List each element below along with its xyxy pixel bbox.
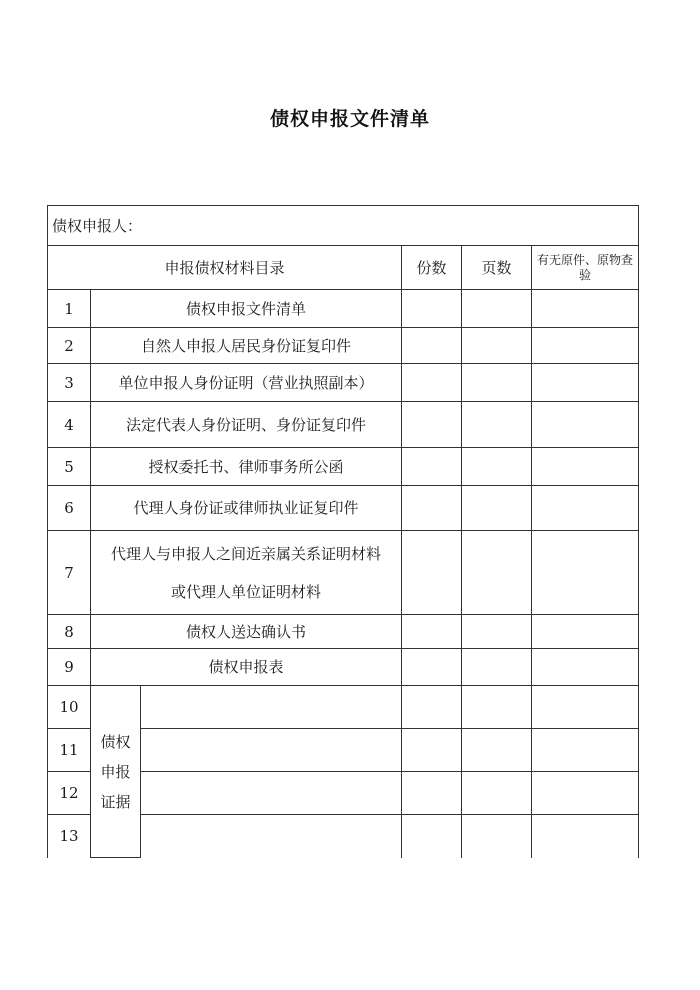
table-row bbox=[48, 290, 639, 328]
applicant-row bbox=[48, 206, 639, 246]
table-row bbox=[48, 402, 639, 448]
evidence-item-cell bbox=[141, 772, 402, 815]
row-item: 代理人身份证或律师执业证复印件 bbox=[91, 486, 402, 531]
copies-cell bbox=[402, 815, 462, 858]
copies-cell bbox=[402, 531, 462, 615]
pages-cell bbox=[462, 448, 532, 486]
original-cell bbox=[532, 729, 639, 772]
pages-cell bbox=[462, 402, 532, 448]
copies-cell bbox=[402, 328, 462, 364]
pages-cell bbox=[462, 531, 532, 615]
copies-cell bbox=[402, 686, 462, 729]
original-cell bbox=[532, 448, 639, 486]
copies-cell bbox=[402, 364, 462, 402]
evidence-item-cell bbox=[141, 729, 402, 772]
row-item: 债权人送达确认书 bbox=[91, 615, 402, 649]
row-number: 10 bbox=[48, 686, 91, 729]
header-pages: 页数 bbox=[462, 246, 532, 290]
original-cell bbox=[532, 649, 639, 686]
copies-cell bbox=[402, 772, 462, 815]
row-item: 法定代表人身份证明、身份证复印件 bbox=[91, 402, 402, 448]
table-row bbox=[48, 448, 639, 486]
pages-cell bbox=[462, 328, 532, 364]
row-item bbox=[91, 531, 402, 615]
row-number: 11 bbox=[48, 729, 91, 772]
original-cell bbox=[532, 402, 639, 448]
evidence-label-line1: 债权 bbox=[100, 732, 131, 751]
pages-cell bbox=[462, 364, 532, 402]
evidence-item-cell bbox=[141, 686, 402, 729]
copies-cell bbox=[402, 486, 462, 531]
copies-cell bbox=[402, 448, 462, 486]
pages-cell bbox=[462, 290, 532, 328]
pages-cell bbox=[462, 486, 532, 531]
table-row bbox=[48, 364, 639, 402]
applicant-label: 债权申报人： bbox=[48, 206, 639, 246]
row-item-line2: 或代理人单位证明材料 bbox=[170, 582, 321, 601]
original-cell bbox=[532, 772, 639, 815]
row-item: 债权申报表 bbox=[91, 649, 402, 686]
original-cell bbox=[532, 531, 639, 615]
header-catalog: 申报债权材料目录 bbox=[48, 246, 402, 290]
original-cell bbox=[532, 328, 639, 364]
evidence-row bbox=[48, 686, 639, 729]
pages-cell bbox=[462, 815, 532, 858]
evidence-label-line3: 证据 bbox=[100, 792, 131, 811]
header-copies: 份数 bbox=[402, 246, 462, 290]
row-number: 4 bbox=[48, 402, 91, 448]
table-row bbox=[48, 615, 639, 649]
page-title: 债权申报文件清单 bbox=[269, 108, 430, 130]
evidence-label bbox=[91, 686, 141, 858]
row-number: 3 bbox=[48, 364, 91, 402]
copies-cell bbox=[402, 729, 462, 772]
original-cell bbox=[532, 815, 639, 858]
pages-cell bbox=[462, 649, 532, 686]
original-cell bbox=[532, 615, 639, 649]
evidence-item-cell bbox=[141, 815, 402, 858]
copies-cell bbox=[402, 649, 462, 686]
row-item-line1: 代理人与申报人之间近亲属关系证明材料 bbox=[110, 544, 381, 563]
pages-cell bbox=[462, 686, 532, 729]
row-number: 2 bbox=[48, 328, 91, 364]
header-row bbox=[48, 246, 639, 290]
copies-cell bbox=[402, 290, 462, 328]
pages-cell bbox=[462, 772, 532, 815]
pages-cell bbox=[462, 729, 532, 772]
pages-cell bbox=[462, 615, 532, 649]
original-cell bbox=[532, 364, 639, 402]
table-row bbox=[48, 531, 639, 615]
copies-cell bbox=[402, 402, 462, 448]
row-number: 13 bbox=[48, 815, 91, 858]
row-number: 5 bbox=[48, 448, 91, 486]
evidence-label-line2: 申报 bbox=[100, 762, 131, 781]
row-number: 7 bbox=[48, 531, 91, 615]
original-cell bbox=[532, 290, 639, 328]
original-cell bbox=[532, 486, 639, 531]
copies-cell bbox=[402, 615, 462, 649]
table-row bbox=[48, 328, 639, 364]
row-item: 自然人申报人居民身份证复印件 bbox=[91, 328, 402, 364]
row-number: 12 bbox=[48, 772, 91, 815]
original-cell bbox=[532, 686, 639, 729]
row-number: 1 bbox=[48, 290, 91, 328]
row-item: 债权申报文件清单 bbox=[91, 290, 402, 328]
document-list-table bbox=[47, 205, 639, 858]
row-number: 6 bbox=[48, 486, 91, 531]
table-row bbox=[48, 486, 639, 531]
row-number: 8 bbox=[48, 615, 91, 649]
table-row bbox=[48, 649, 639, 686]
row-item: 授权委托书、律师事务所公函 bbox=[91, 448, 402, 486]
header-original: 有无原件、原物查验 bbox=[532, 246, 639, 290]
row-number: 9 bbox=[48, 649, 91, 686]
row-item: 单位申报人身份证明（营业执照副本） bbox=[91, 364, 402, 402]
